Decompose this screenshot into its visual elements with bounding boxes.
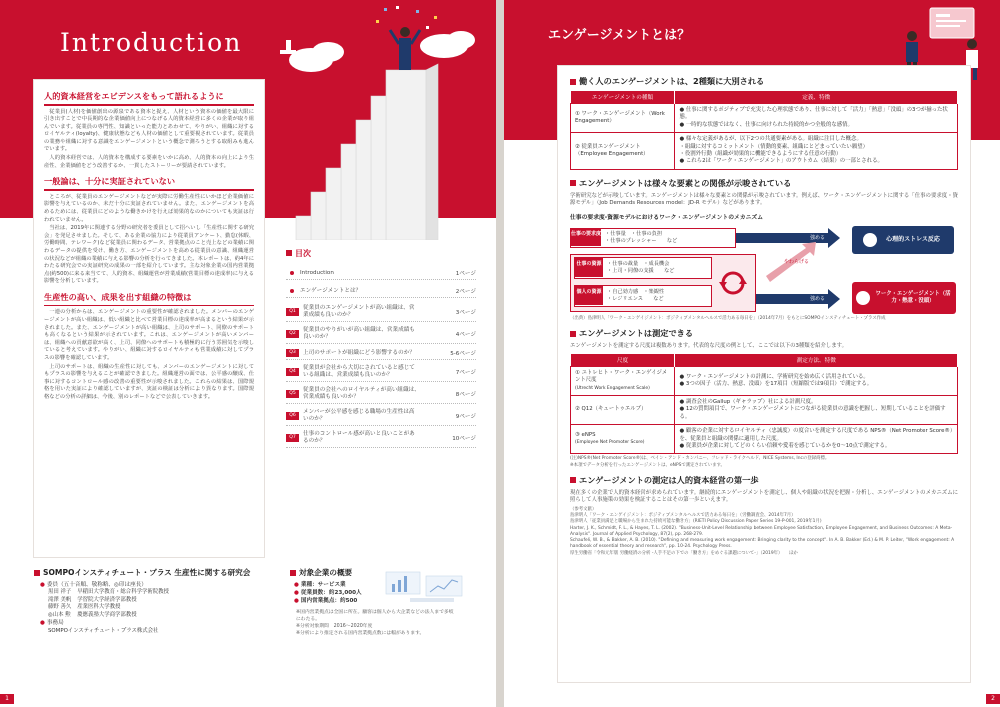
- page-1: [0, 0, 496, 707]
- sec4-heading: エンゲージメントの測定は人的資本経営の第一歩: [570, 475, 958, 486]
- section-body-2: [44, 194, 254, 286]
- personal-resource-text: ・自己効力感 ・楽観性 ・レジリエンス など: [607, 289, 665, 303]
- arrow-mitigate-label: やわらげる: [784, 259, 810, 266]
- table-header: 尺度: [571, 354, 675, 367]
- sec4-text: 現在多くの企業で人的資本経営が求められています。継続的にエンゲージメントを測定し、個人や組織の状況を把握・分析し、エンゲージメントのメカニズムに照らして人事施策の効果を検証することはその第一歩といえます。: [570, 489, 958, 504]
- toc-item-page: 5-6ページ: [450, 351, 476, 357]
- member-name: 滝澤 美帆: [48, 596, 72, 603]
- toc-item-label: Introduction: [300, 269, 334, 276]
- toc-item-label: エンゲージメントとは？: [300, 287, 362, 294]
- engagement-type-definition: [675, 104, 958, 133]
- sec2-heading: エンゲージメントは様々な要素との関係が示唆されている: [570, 178, 958, 189]
- table-header: 測定方法、特徴: [675, 354, 958, 367]
- page-number-1: 1: [0, 694, 14, 704]
- references-label: （参考文献）: [570, 507, 597, 513]
- section-heading-2: 一般論は、十分に実証されていない: [44, 176, 176, 187]
- bullet-icon: ●: [40, 582, 45, 588]
- paragraph: 従業員(人材)を価値創出の源泉である資本と捉え、人材という資本の価値を最大限に引き出すことで中長期的な企業価値向上につなげる人的資本経営に多くの企業が取り組んでいます。従業員の専門性、知識といった能力とあわせて、やりがい、組織に対するロイヤルティ(loyalty)、健康状態なども人材の価値として重要視されています。従業員の業務や組織に対する意識をエンゲージメントという概念で測ろうとする取組みも進んでいます。: [44, 108, 254, 153]
- toc-item-label: 上司のサポートが組織にどう影響するのか？: [303, 349, 415, 356]
- bullet-icon: ●: [294, 582, 299, 588]
- description-point: ● 顧客の企業に対するロイヤルティ（忠誠度）の度合いを測定する尺度である NPS®（Net Promoter Score®）を、従業員と組織の関係に適用した尺度。: [679, 428, 953, 442]
- section-heading-3: 生産性の高い、成果を出す組織の特徴は: [44, 291, 192, 302]
- scale-name: [571, 366, 675, 395]
- arrow-strengthen-label-2: 強める: [810, 296, 826, 303]
- intro-text-card: [34, 80, 264, 557]
- scale-name: [571, 396, 675, 425]
- reference-item: 厚生労働省「令和元年版 労働経済の分析 -人手不足の下での「働き方」をめぐる課題について-」（2019年） ほか: [570, 550, 798, 556]
- description-point: ● 調査会社のGallup（ギャラップ）社による計測尺度。: [679, 399, 817, 406]
- arrow-strengthen-label: 強める: [810, 235, 826, 242]
- toc-item-label: 従業員の会社へのロイヤルティが高い組織は、営業成績も良いのか？: [303, 387, 420, 400]
- reference-item: Harter, J. K., Schmidt, F. L., & Hayes, T. L. (2002). "Business-Unit-Level Relationship between Employee Satisfaction, Employee Engagement, and Business Outcomes: A Meta-Analysis". Journal of Applied Psychology, 87(2), pp. 268-279.: [570, 525, 953, 537]
- jdr-diagram: [570, 224, 958, 316]
- page2-title: エンゲージメントとは？: [548, 28, 691, 43]
- toc-item-page: 3ページ: [455, 310, 476, 316]
- member-row: [48, 589, 175, 597]
- square-bullet-icon: [34, 570, 40, 576]
- target-notes: [296, 609, 456, 637]
- work-resource-box: [574, 257, 712, 279]
- outcome-stress: 心理的ストレス反応: [852, 226, 954, 254]
- square-bullet-icon: [286, 250, 292, 256]
- heading-underline: [44, 189, 254, 191]
- work-resource-text: ・仕事の裁量 ・成長機会 ・上司・同僚の支援 など: [607, 261, 675, 275]
- toc-item[interactable]: [286, 325, 476, 344]
- bullet-icon: ●: [294, 590, 299, 596]
- toc-item-label: 従業員のエンゲージメントが高い組織は、営業成績も良いのか？: [303, 305, 415, 318]
- section-heading-1: 人的資本経営をエビデンスをもって語れるように: [44, 91, 224, 101]
- member-affiliation: 慶應義塾大学商学部教授: [77, 611, 137, 618]
- reference-item: 島津明人「従業員満足と職場から生まれた持続可能な働き方」(RIETI Policy Discussion Paper Series 19-P-001, 2019年1月): [570, 519, 822, 525]
- member-name: 黒田 祥子: [48, 589, 72, 595]
- bullet-icon: ●: [40, 620, 45, 627]
- demand-box: [570, 228, 736, 248]
- toc-title: 目次: [286, 248, 476, 259]
- toc-question-badge: Q5: [286, 390, 299, 398]
- toc-item-page: 10ページ: [452, 436, 476, 442]
- definition-point: ● これら2は「ワーク・エンゲージメント」のアウトカム（結果）の一部とされる。: [679, 158, 883, 165]
- square-bullet-icon: [570, 79, 576, 85]
- engagement-card: [558, 66, 970, 682]
- toc-item[interactable]: [286, 347, 476, 360]
- table-header: 定義、特徴: [675, 91, 958, 104]
- toc-item[interactable]: [286, 267, 476, 280]
- toc-item-page: 7ページ: [455, 370, 476, 376]
- member-name: 藤野 善久: [48, 604, 72, 611]
- outcome-engagement: ワーク・エンゲージメント（活力・熱意・没頭）: [852, 282, 956, 314]
- square-bullet-icon: [290, 570, 296, 576]
- description-point: ● 従業員が企業に対してどのくらい信頼や愛着を感じているかを0〜10点で測定する。: [679, 443, 891, 450]
- engagement-type-definition: [675, 133, 958, 170]
- paragraph: 一連の分析からは、エンゲージメントの重要性が確認されました。メンバーのエンゲージメントが高い組織は、低い組織と比べて営業目標の達成率が高まるという結果が示されました。また、エンゲージメントが高い組織は、上司のサポート、同僚のサポートも高くなるという結果が示されています。これは、エンゲージメントが高いメンバーは、組織への貢献意欲が高く、上司、同僚へのサポートも積極的に行う雰囲気を示唆していると考えています。やりがい、組織に対するロイヤルティも営業成績に対してプラスの影響を確認しています。: [44, 309, 254, 361]
- definition-point: ・組織に対するコミットメント（情動的要素、組織にとどまっていたい願望）: [679, 143, 868, 150]
- paragraph: 人的資本経営では、人的資本を構成する要素をいかに高め、人的資本の向上により生産性、企業価値をどう改善するか、一貫したストーリーが要請されています。: [44, 155, 254, 169]
- toc-question-badge: Q7: [286, 434, 299, 442]
- target-item-label: 国内営業拠点：約500: [300, 598, 358, 604]
- engagement-type-name: ① ワーク・エンゲージメント（Work Engagement）: [571, 104, 675, 133]
- page-2: [504, 0, 1000, 707]
- square-bullet-icon: [570, 477, 576, 483]
- section-body-3: [44, 309, 254, 401]
- member-affiliation: 早稲田大学教育・総合科学学術院教授: [77, 589, 169, 595]
- toc-bullet-icon: [290, 289, 294, 293]
- table-row: [571, 425, 958, 454]
- personal-resource-tag: 個人の資源: [575, 286, 603, 305]
- target-note: ※国内営業拠点は全国に所在。顧客は個人から大企業などの法人まで多岐にわたる。: [296, 610, 454, 622]
- stress-icon: [863, 233, 877, 247]
- diagram-source: （出典）島津明人「ワーク・エンゲイジメント：ポジティブメンタルヘルスで活力ある毎日を」（2014年7月）をもとにSOMPOインスティチュート・プラス作成: [570, 316, 886, 322]
- table-row: [571, 133, 958, 170]
- heading-underline: [44, 305, 254, 307]
- toc-item-page: 8ページ: [455, 392, 476, 398]
- toc-item[interactable]: [286, 385, 476, 404]
- work-resource-tag: 仕事の資源: [575, 258, 603, 277]
- member-affiliation: 産業医科大学教授: [77, 604, 121, 611]
- toc-question-badge: Q6: [286, 412, 299, 420]
- definition-point: ● 仕事に関するポジティブで充実した心理状態であり、仕事に対して「活力」「熱意」「没頭」の3つが揃った状態。: [679, 107, 948, 121]
- personal-resource-box: [574, 285, 712, 307]
- definition-point: ● 様々な定義があるが、以下2つの共通要素がある。組織に注目した概念。: [679, 136, 862, 143]
- square-bullet-icon: [570, 331, 576, 337]
- measurement-table: [570, 354, 958, 455]
- scale-title: ③ eNPS: [575, 431, 596, 438]
- description-point: ● 12の質問項目で、ワーク・エンゲージメントにつながる従業員の意識を把握し、短期していることを評価する。: [679, 406, 946, 420]
- member-row: [48, 604, 175, 612]
- toc-item[interactable]: [286, 303, 476, 322]
- toc-question-badge: Q2: [286, 330, 299, 338]
- toc-item-label: 従業員のやりがいが高い組織は、営業成績も良いのか？: [303, 327, 415, 340]
- references-list: [570, 513, 958, 556]
- npsr-note: (注)NPS®(Net Promoter Score®)は、ベイン・アンド・カンパニー、フレッド・ライクヘルド、NICE Systems, Incの登録商標。: [570, 456, 830, 462]
- toc-item[interactable]: [286, 429, 476, 448]
- diagram-title: 仕事の要求度-資源モデルにおけるワーク・エンゲージメントのメカニズム: [570, 215, 764, 222]
- member-name: ◎山本 勲: [48, 611, 71, 618]
- page-number-2: 2: [986, 694, 1000, 704]
- square-bullet-icon: [570, 180, 576, 186]
- definition-point: ● 一時的な状態ではなく、仕事に向けられた持続的かつ全般的な感情。: [679, 121, 853, 128]
- toc-item-page: 4ページ: [455, 332, 476, 338]
- scale-title: ① ユトレヒト・ワーク・エンゲイジメント尺度: [575, 369, 668, 384]
- toc-question-badge: Q3: [286, 349, 299, 357]
- toc-item[interactable]: [286, 363, 476, 382]
- member-affiliation: 学習院大学経済学部教授: [77, 596, 137, 603]
- toc-question-badge: Q1: [286, 308, 299, 316]
- toc-item-label: 従業員が会社から大切にされていると感じている組織は、営業成績も良いのか？: [303, 365, 415, 378]
- sec1-heading: 働く人のエンゲージメントは、2種類に大別される: [570, 76, 958, 87]
- spread-gutter: [496, 0, 504, 707]
- diagram-arrows: [736, 224, 850, 316]
- table-row: [571, 366, 958, 395]
- sec3-heading: エンゲージメントは測定できる: [570, 328, 958, 339]
- members-table: [48, 589, 175, 619]
- paragraph: ところが、従業員のエンゲージメントなどが実際に労働生産性にいかほど企業価値に影響を与えているのか、未だ十分に実証されていません。また、エンゲージメントを高めるためには、従業員にどのような働きかけを行えば効果的なのかについても実証は行われていません。: [44, 193, 254, 223]
- enps-note: ※本項でデータ分析を行ったエンゲージメントは、eNPSで測定されています。: [570, 462, 725, 468]
- toc-list: [286, 267, 476, 448]
- toc-item-label: 仕事のコントロール感が高いと良いことがあるのか？: [303, 431, 415, 444]
- table-header: エンゲージメントの種類: [571, 91, 675, 104]
- description-point: ● ワーク・エンゲージメントの計測に、学術研究を始め広く活用されている。: [679, 373, 869, 380]
- toc-item[interactable]: [286, 285, 476, 298]
- description-point: ● 3つの因子（活力、熱意、没頭）を17項目（短縮版では9項目）で測定する。: [679, 380, 873, 387]
- heading-underline: [44, 104, 254, 106]
- table-row: [571, 396, 958, 425]
- scale-description: [675, 425, 958, 454]
- target-title: 対象企業の概要: [290, 567, 470, 578]
- table-of-contents: [286, 248, 476, 451]
- members-label: ● 委員（五十音順、敬称略、◎印は座長）: [40, 582, 147, 588]
- reference-item: 島津明人「ワーク・エンゲイジメント：ポジティブメンタルヘルスで活力ある毎日を」（労働調査会、2014年7月）: [570, 513, 796, 519]
- toc-bullet-icon: [290, 271, 294, 275]
- scale-description: [675, 366, 958, 395]
- engagement-icon: [856, 291, 870, 305]
- target-item-label: 従業員数：約23,000人: [300, 590, 362, 596]
- engagement-types-table: [570, 91, 958, 170]
- toc-item-label: メンバーが公平感を感じる職場の生産性は高いのか？: [303, 409, 415, 422]
- target-item-label: 業種：サービス業: [300, 582, 346, 588]
- research-group-block: [34, 567, 274, 635]
- secretariat-label: ● 事務局: [40, 620, 64, 627]
- demand-text: ・仕事量 ・仕事の負担 ・仕事のプレッシャー など: [605, 231, 678, 245]
- member-row: [48, 612, 175, 620]
- engagement-type-name: ② 従業員エンゲージメント（Employee Engagement）: [571, 133, 675, 170]
- section-body-1: [44, 109, 254, 171]
- sec3-text: エンゲージメントを測定する尺度は複数あります。代表的な尺度の例として、ここでは以下の3種類を紹介します。: [570, 343, 848, 350]
- toc-item[interactable]: [286, 407, 476, 426]
- toc-item-page: 1ページ: [455, 271, 476, 277]
- staircase-illustration: [276, 0, 496, 240]
- bullet-icon: ●: [294, 598, 299, 604]
- secretariat-name: SOMPOインスティチュート・プラス株式会社: [48, 628, 159, 635]
- scale-subtitle: (Utrecht Work Engagement Scale): [575, 385, 650, 391]
- toc-item-page: 9ページ: [455, 414, 476, 420]
- table-row: [571, 104, 958, 133]
- demand-tag: 仕事の要求度: [571, 229, 601, 246]
- intro-title: Introduction: [60, 28, 243, 57]
- scale-name: [571, 425, 675, 454]
- scale-description: [675, 396, 958, 425]
- paragraph: 当社は、2019年に関連する分野の研究者を委員として招へいし「生産性に関する研究会」を発足させました。そして、ある企業の協力により従業員アンケート、勤怠(休暇、労働時間、テレワーク)など従業員に関わるデータ、営業拠点のこと売上などの業績に関わるデータの提供を受け、働き方、エンゲージメントを高める従業員の意識、組織運営の状況などが組織の業績に与える影響の分析を行ってきました。本レポートは、約4年にわたる研究会での実証研究の成果の一部を紹介しています。主な対象企業の国内営業拠点(約500)に来る来当てて、人的資本、組織運営が営業成績(営業目標の達成率)に与える影響を分析しています。: [44, 225, 254, 285]
- office-illustration: [380, 562, 470, 610]
- scale-subtitle: (Employee Net Promoter Score): [575, 440, 645, 446]
- toc-question-badge: Q4: [286, 368, 299, 376]
- toc-item-page: 2ページ: [455, 289, 476, 295]
- reference-item: Schaufeli, W. B., & Bakker, A. B. (2010). "Defining and measuring work engagement: Bringing clarity to the concept". In A. B. Bakker (Ed.) & M. P. Leiter, "Work engagement: A handbook of essential theory and research", pp. 10-24. Psychology Press.: [570, 538, 955, 550]
- target-note: ※分析対象期間 2016〜2020年度: [296, 624, 373, 629]
- scale-title: ② Q12（キュートゥエルブ）: [575, 406, 647, 413]
- research-group-title: SOMPOインスティチュート・プラス 生産性に関する研究会: [34, 567, 274, 578]
- target-note: ※分析により推定される国内営業拠点数には幅があります。: [296, 631, 425, 636]
- sec2-text: 学術研究などが示唆しています。エンゲージメントは様々な要素との関係が示唆されています。例えば、ワーク・エンゲージメントに関する「仕事の要求度・資源モデル」（Job Demands Resources model：JD-R モデル）などがあります。: [570, 192, 958, 207]
- paragraph: 上司のサポートは、組織の生産性に対しても、メンバーのエンゲージメントに対してもプラスの影響を与えることが確認できました。組織運営の面では、公平感の醸成、仕事に対するコントロール感の改善の重要性が示唆されました。これらの結果は、国際規格を用いた実証により確認していますが、実証の検証は分析により異なります。国際規格などの分析の詳細は、今後、別のレポートなどで公表していきます。: [44, 363, 254, 400]
- definition-point: ・役割外行動（組織が効果的に機能できるようにする任意の行動）: [679, 151, 842, 158]
